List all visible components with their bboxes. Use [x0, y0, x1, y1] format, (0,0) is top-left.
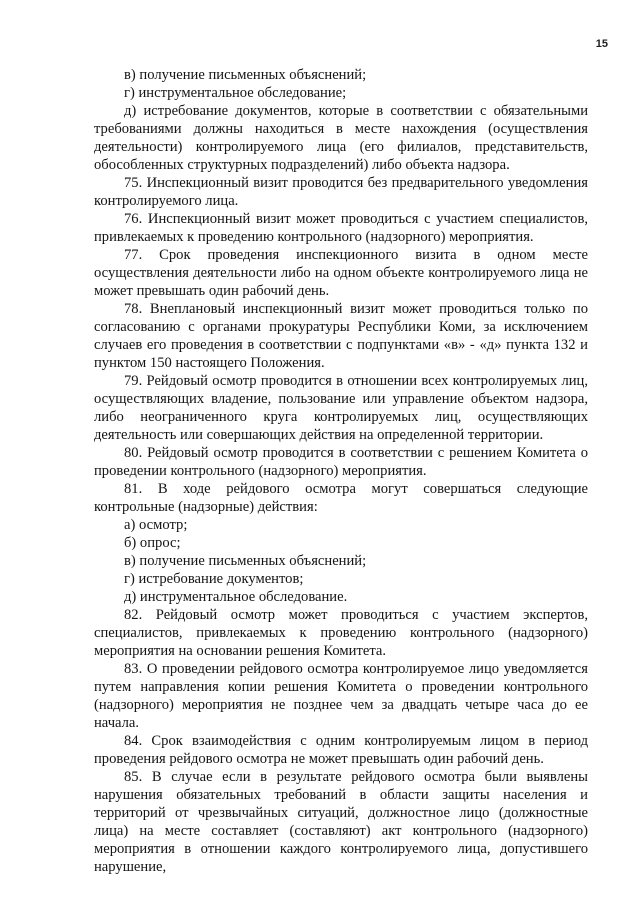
list-item: б) опрос;: [124, 535, 181, 551]
paragraph-77: 77. Срок проведения инспекционного визита в одном месте осуществления деятельности либо на одном объекте контролируемого лица не может превышать один рабочий день.: [94, 247, 588, 299]
paragraph-80: 80. Рейдовый осмотр проводится в соответствии с решением Комитета о проведении контрольного (надзорного) мероприятия.: [94, 445, 588, 479]
page-number: 15: [595, 38, 608, 50]
list-item: в) получение письменных объяснений;: [124, 67, 367, 83]
paragraph-85: 85. В случае если в результате рейдового осмотра были выявлены нарушения обязательных требований в области защиты населения и территорий от чрезвычайных ситуаций, должностное лицо (должностные лица) на месте составляет (составляют) акт контрольного (надзорного) мероприятия в отношении каждого контролируемого лица, допустившего нарушение,: [94, 769, 588, 875]
paragraph-83: 83. О проведении рейдового осмотра контролируемое лицо уведомляется путем направления копии решения Комитета о проведении контрольного (надзорного) мероприятия не позднее чем за двадцать четыре часа до ее начала.: [94, 661, 588, 731]
paragraph-82: 82. Рейдовый осмотр может проводиться с участием экспертов, специалистов, привлекаемых к проведению контрольного (надзорного) мероприятия на основании решения Комитета.: [94, 607, 588, 659]
list-item: д) инструментальное обследование.: [124, 589, 348, 605]
paragraph-84: 84. Срок взаимодействия с одним контролируемым лицом в период проведения рейдового осмотра не может превышать один рабочий день.: [94, 733, 588, 767]
paragraph-75: 75. Инспекционный визит проводится без предварительного уведомления контролируемого лица.: [94, 175, 588, 209]
list-item: а) осмотр;: [124, 517, 188, 533]
list-item: г) инструментальное обследование;: [124, 85, 347, 101]
list-item: в) получение письменных объяснений;: [124, 553, 367, 569]
document-body: [94, 66, 588, 876]
list-item: г) истребование документов;: [124, 571, 304, 587]
list-item: д) истребование документов, которые в соответствии с обязательными требованиями должны находиться в месте нахождения (осуществления деятельности) контролируемого лица (его филиалов, представительств, обособленных структурных подразделений) либо объекта надзора.: [94, 103, 588, 173]
paragraph-81: 81. В ходе рейдового осмотра могут совершаться следующие контрольные (надзорные) действия:: [94, 481, 588, 515]
paragraph-78: 78. Внеплановый инспекционный визит может проводиться только по согласованию с органами прокуратуры Республики Коми, за исключением случаев его проведения в соответствии с подпунктами «в» - «д» пункта 132 и пунктом 150 настоящего Положения.: [94, 301, 588, 371]
paragraph-76: 76. Инспекционный визит может проводиться с участием специалистов, привлекаемых к проведению контрольного (надзорного) мероприятия.: [94, 211, 588, 245]
paragraph-79: 79. Рейдовый осмотр проводится в отношении всех контролируемых лиц, осуществляющих владение, пользование или управление объектом надзора, либо неограниченного круга контролируемых лиц, осуществляющих деятельность или совершающих действия на определенной территории.: [94, 373, 588, 443]
